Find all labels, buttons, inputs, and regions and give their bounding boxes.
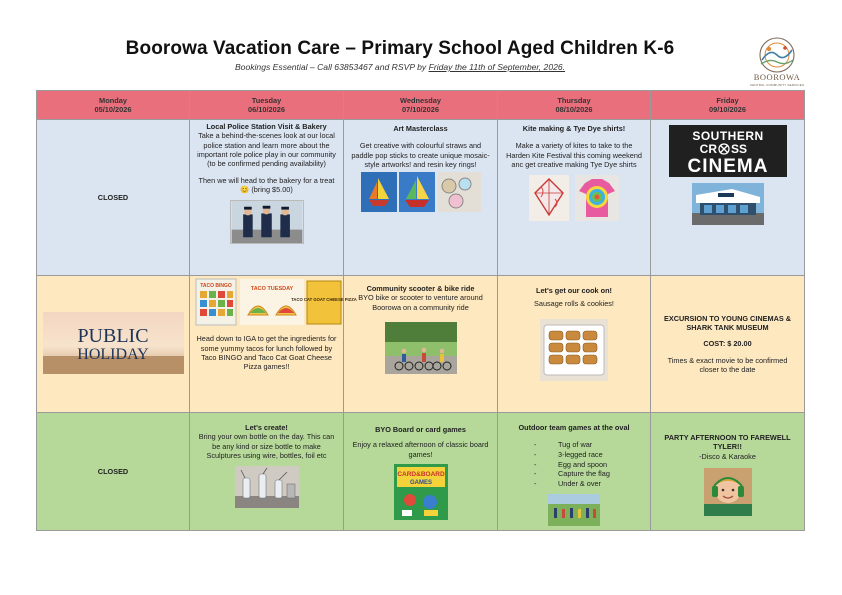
tyler-photo <box>704 468 752 516</box>
cell-week1-friday <box>651 120 805 276</box>
cell-week2-tuesday <box>190 276 357 413</box>
day-date: 07/10/2026 <box>402 105 439 115</box>
cell-week2-friday <box>651 276 805 413</box>
header-thursday <box>498 91 651 120</box>
header-wednesday <box>344 91 498 120</box>
bakery-cost: (bring $5.00) <box>251 184 293 194</box>
activity-title: Kite making & Tye Dye shirts! <box>522 124 626 133</box>
day-date: 08/10/2026 <box>555 105 593 115</box>
cinema-logo-cinema: CINEMA <box>687 156 768 177</box>
closed-label: CLOSED <box>97 192 129 202</box>
week-row-1 <box>37 120 805 276</box>
bottle-sculptures-photo <box>235 466 299 508</box>
day-date: 09/10/2026 <box>709 105 746 115</box>
activity-text: Take a behind-the-scenes look at our local police station and learn more about the important role police play in our community (to be confirmed pending availability) <box>197 131 336 169</box>
board-games-subtitle: GAMES <box>409 479 432 486</box>
cell-week2-wednesday <box>344 276 498 413</box>
page-title: Boorowa Vacation Care – Primary School Aged Children K-6 <box>125 38 675 59</box>
party-title: PARTY AFTERNOON TO FAREWELL TYLER!! <box>664 433 791 452</box>
taco-bingo-label: TACO BINGO <box>200 283 232 289</box>
cell-week3-thursday <box>498 413 651 531</box>
activity-text: BYO bike or scooter to venture around Boorowa on a community ride <box>358 293 483 312</box>
header-tuesday <box>190 91 344 120</box>
cinema-building-photo <box>692 183 764 225</box>
excursion-cost: COST: $ 20.00 <box>703 339 752 349</box>
cell-week1-thursday <box>498 120 651 276</box>
cell-week1-tuesday <box>190 120 344 276</box>
page-subtitle <box>95 62 705 72</box>
day-name: Tuesday <box>251 96 282 105</box>
mosaic-boats-photo <box>361 172 481 214</box>
cinema-logo-cross-left: CR <box>699 142 717 156</box>
smile-emoji-icon: 😊 <box>240 184 250 194</box>
cell-week3-wednesday <box>344 413 498 531</box>
sausage-rolls-photo <box>540 319 608 381</box>
bookings-text: Bookings Essential – Call 63853467 and RSVP by <box>234 62 429 72</box>
activity-title: Let's create! <box>245 423 288 432</box>
taco-tuesday-label: TACO TUESDAY <box>250 286 294 292</box>
activity-title: Community scooter & bike ride <box>366 284 475 293</box>
logo-wordmark: BOOROWA <box>753 72 801 82</box>
southern-cross-cinema-logo <box>669 125 787 177</box>
activity-text: Enjoy a relaxed afternoon of classic board games! <box>352 440 489 459</box>
kite-photo <box>529 175 569 221</box>
list-item: - Egg and spoon <box>534 460 644 470</box>
day-name: Friday <box>716 96 739 105</box>
list-item: - Under & over <box>534 479 644 489</box>
activity-text: Make a variety of kites to take to the Harden Kite Festival this coming weekend anc get creative making Tye Dye shirts <box>506 141 642 169</box>
day-header-row <box>37 91 805 120</box>
board-games-title: CARD&BOARD <box>396 470 445 478</box>
list-item: - Tug of war <box>534 440 644 450</box>
activity-title: Let's get our cook on! <box>536 286 612 295</box>
party-text: -Disco & Karaoke <box>699 451 756 461</box>
bike-ride-photo <box>385 322 457 374</box>
day-date: 06/10/2026 <box>248 105 285 115</box>
day-name: Thursday <box>557 96 591 105</box>
activity-title: Outdoor team games at the oval <box>518 423 630 432</box>
logo-tagline: CENTRAL COMMUNITY SERVICES <box>749 83 805 87</box>
tie-dye-shirt-photo <box>575 175 619 221</box>
cinema-logo-cross-right: SS <box>730 142 747 156</box>
police-officers-photo <box>230 200 304 244</box>
excursion-title: EXCURSION TO YOUNG CINEMAS & SHARK TANK MUSEUM <box>663 313 792 332</box>
day-date: 05/10/2026 <box>94 105 132 115</box>
list-item: - Capture the flag <box>534 469 644 479</box>
day-name: Wednesday <box>400 96 441 105</box>
taco-games-photo <box>196 279 357 325</box>
oval-games-photo <box>548 494 600 526</box>
boorowa-logo-emblem <box>748 36 806 74</box>
activity-title: Local Police Station Visit & Bakery <box>206 122 327 131</box>
rsvp-deadline: Friday the 11th of September, 2026. <box>428 62 566 72</box>
activity-text: Sausage rolls & cookies! <box>534 299 614 309</box>
cell-week2-thursday <box>498 276 651 413</box>
boorowa-logo <box>748 36 806 90</box>
list-item: - 3-legged race <box>534 450 644 460</box>
cell-week3-friday <box>651 413 805 531</box>
closed-label: CLOSED <box>97 466 129 476</box>
public-holiday-image <box>43 312 184 374</box>
cinema-logo-southern: SOUTHERN <box>691 129 764 143</box>
activity-text-2 <box>196 176 337 195</box>
cell-week3-monday <box>37 413 190 531</box>
header-monday <box>37 91 190 120</box>
week-row-2 <box>37 276 805 413</box>
games-list <box>534 440 644 488</box>
week-row-3 <box>37 413 805 531</box>
public-holiday-line1: PUBLIC <box>77 324 149 347</box>
day-name: Monday <box>99 96 127 105</box>
bakery-text: Then we will head to the bakery for a treat <box>198 175 335 185</box>
activity-text: Head down to IGA to get the ingredients for some yummy tacos for lunch followed by Taco BINGO and Taco Cat Goat Cheese Pizza games!! <box>196 334 337 372</box>
timetable <box>36 90 805 531</box>
header-friday <box>651 91 805 120</box>
excursion-note: Times & exact movie to be confirmed closer to the date <box>667 355 788 374</box>
activity-text: Get creative with colourful straws and paddle pop sticks to create unique mosaic-style artworks! and resin key rings! <box>351 141 490 169</box>
board-games-book-photo <box>394 464 448 520</box>
cell-week1-monday <box>37 120 190 276</box>
cell-week3-tuesday <box>190 413 344 531</box>
cell-week2-monday <box>37 276 190 413</box>
taco-cat-box-label: TACO CAT GOAT CHEESE PIZZA <box>291 297 357 302</box>
public-holiday-line2: HOLIDAY <box>77 345 149 363</box>
cell-week1-wednesday <box>344 120 498 276</box>
activity-title: Art Masterclass <box>393 124 448 133</box>
activity-title: BYO Board or card games <box>375 425 466 434</box>
activity-text: Bring your own bottle on the day. This can be any kind or size bottle to make Sculptures using wire, bottles, foil etc <box>198 432 335 460</box>
